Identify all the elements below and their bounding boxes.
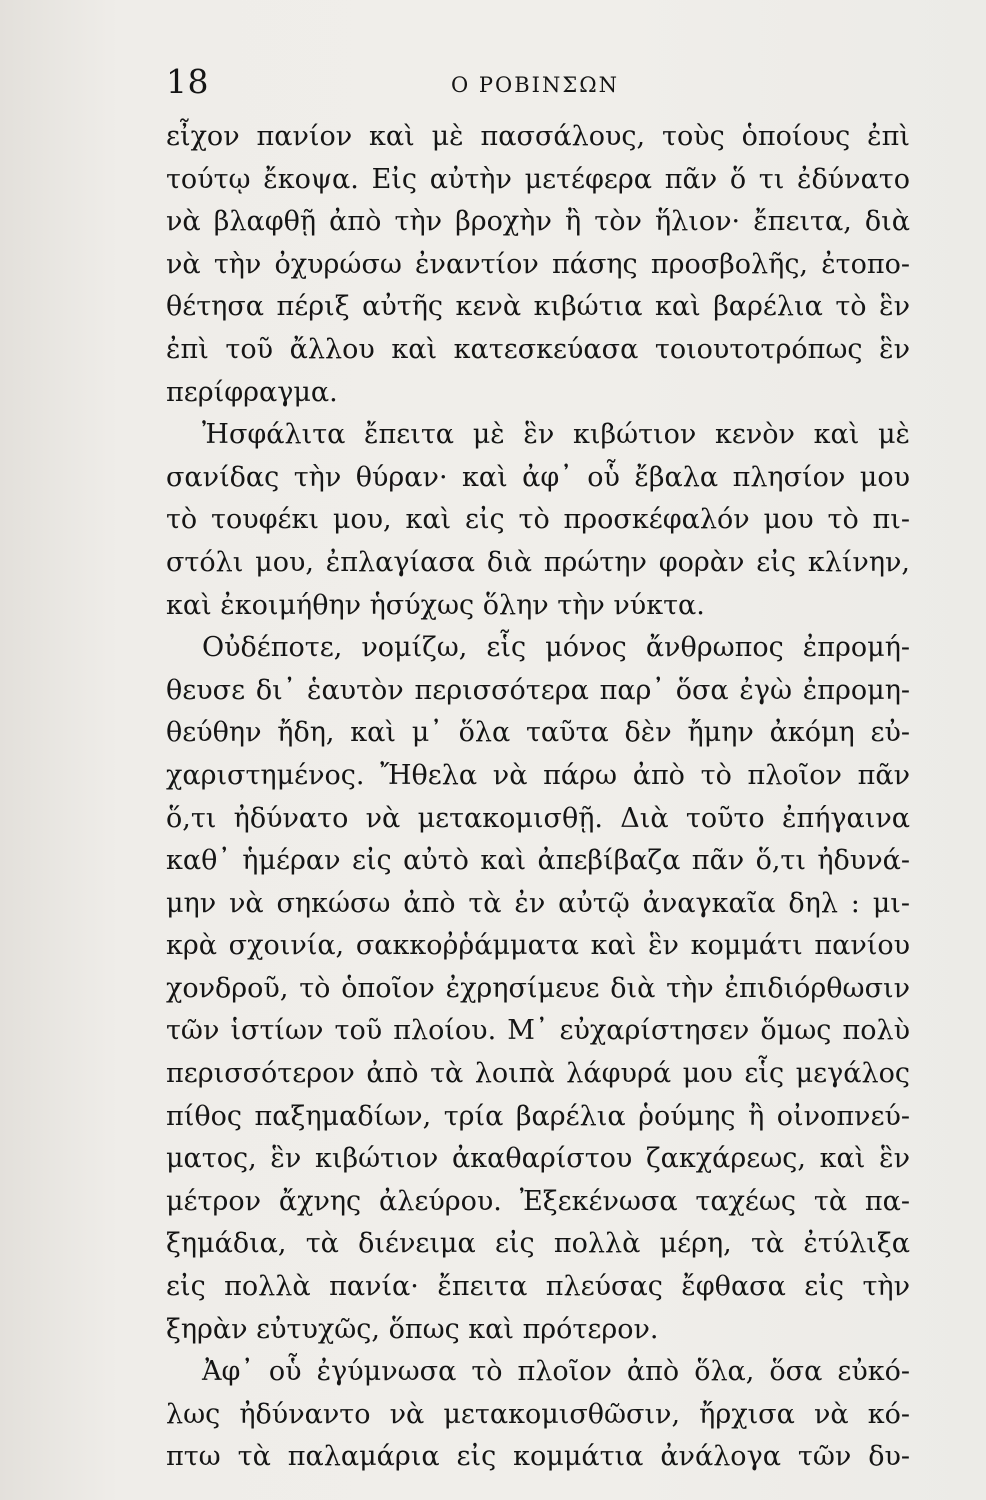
page-header	[166, 62, 910, 102]
text-line: ξηρὰν εὐτυχῶς, ὅπως καὶ πρότερον.	[166, 1313, 659, 1345]
text-line: πτω τὰ παλαμάρια εἰς κομμάτια ἀνάλογα τῶν δυ-	[166, 1441, 910, 1473]
running-head: Ο ΡΟΒΙΝΣΩΝ	[451, 73, 619, 97]
text-line: καθ᾽ ἡμέραν εἰς αὐτὸ καὶ ἀπεβίβαζα πᾶν ὅ,τι ἠδυνά-	[166, 845, 910, 877]
text-line: ξημάδια, τὰ διένειμα εἰς πολλὰ μέρη, τὰ ἐτύλιξα	[166, 1228, 910, 1260]
text-line: κρὰ σχοινία, σακκοῤῥάμματα καὶ ἓν κομμάτι πανίου	[166, 930, 910, 962]
text-line: εἶχον πανίον καὶ μὲ πασσάλους, τοὺς ὁποίους ἐπὶ	[166, 121, 910, 152]
text-line: ὅ,τι ἠδύνατο νὰ μετακομισθῇ. Διὰ τοῦτο ἐπήγαινα	[166, 802, 910, 834]
text-line: χονδροῦ, τὸ ὁποῖον ἐχρησίμευε διὰ τὴν ἐπιδιόρθωσιν	[166, 972, 910, 1004]
text-line: μέτρον ἄχνης ἀλεύρου. Ἐξεκένωσα ταχέως τὰ πα-	[166, 1185, 910, 1217]
text-line: νὰ βλαφθῇ ἀπὸ τὴν βροχὴν ἢ τὸν ἥλιον· ἔπειτα, διὰ	[166, 206, 910, 238]
text-line: θεύθην ἤδη, καὶ μ᾽ ὅλα ταῦτα δὲν ἤμην ἀκόμη εὐ-	[166, 717, 910, 749]
text-line: νὰ τὴν ὀχυρώσω ἐναντίον πάσης προσβολῆς, ἐτοπο-	[166, 248, 910, 280]
paragraph-start-line: Ἠσφάλιτα ἔπειτα μὲ ἓν κιβώτιον κενὸν καὶ μὲ	[202, 419, 910, 451]
text-line: περισσότερον ἀπὸ τὰ λοιπὰ λάφυρά μου εἷς μεγάλος	[166, 1058, 910, 1090]
text-line: καὶ ἐκοιμήθην ἡσύχως ὅλην τὴν νύκτα.	[166, 589, 705, 621]
paragraph-start-line: Ἀφ᾽ οὗ ἐγύμνωσα τὸ πλοῖον ἀπὸ ὅλα, ὅσα εὐκό-	[202, 1356, 910, 1388]
text-line: χαριστημένος. Ἤθελα νὰ πάρω ἀπὸ τὸ πλοῖον πᾶν	[166, 759, 910, 791]
text-line: πίθος παξημαδίων, τρία βαρέλια ῥούμης ἢ οἰνοπνεύ-	[166, 1100, 910, 1132]
text-line: σανίδας τὴν θύραν· καὶ ἀφ᾽ οὗ ἔβαλα πλησίον μου	[166, 461, 910, 493]
text-line: μην νὰ σηκώσω ἀπὸ τὰ ἐν αὐτῷ ἀναγκαῖα δηλ : μι-	[166, 887, 910, 919]
paragraph-start-line: Οὐδέποτε, νομίζω, εἷς μόνος ἄνθρωπος ἐπρομή-	[202, 632, 910, 664]
text-line: τῶν ἱστίων τοῦ πλοίου. Μ᾽ εὐχαρίστησεν ὅμως πολὺ	[166, 1015, 910, 1047]
text-line: εἰς πολλὰ πανία· ἔπειτα πλεύσας ἔφθασα εἰς τὴν	[166, 1271, 910, 1303]
text-line: τὸ τουφέκι μου, καὶ εἰς τὸ προσκέφαλόν μου τὸ πι-	[166, 504, 910, 536]
text-line: στόλι μου, ἐπλαγίασα διὰ πρώτην φορὰν εἰς κλίνην,	[166, 546, 910, 578]
text-line: περίφραγμα.	[166, 376, 338, 408]
text-line: ματος, ἓν κιβώτιον ἀκαθαρίστου ζακχάρεως, καὶ ἓν	[166, 1143, 910, 1175]
text-line: θέτησα πέριξ αὐτῆς κενὰ κιβώτια καὶ βαρέλια τὸ ἓν	[166, 291, 910, 323]
text-line: ἐπὶ τοῦ ἄλλου καὶ κατεσκεύασα τοιουτοτρόπως ἓν	[166, 333, 910, 365]
text-line: θευσε δι᾽ ἑαυτὸν περισσότερα παρ᾽ ὅσα ἐγὼ ἐπρομη-	[166, 674, 910, 706]
page-number: 18	[166, 62, 209, 101]
text-line: λως ἠδύναντο νὰ μετακομισθῶσιν, ἤρχισα νὰ κό-	[166, 1398, 910, 1430]
text-line: τούτῳ ἔκοψα. Εἰς αὐτὴν μετέφερα πᾶν ὅ τι ἐδύνατο	[166, 163, 910, 195]
body-text	[166, 116, 910, 1479]
